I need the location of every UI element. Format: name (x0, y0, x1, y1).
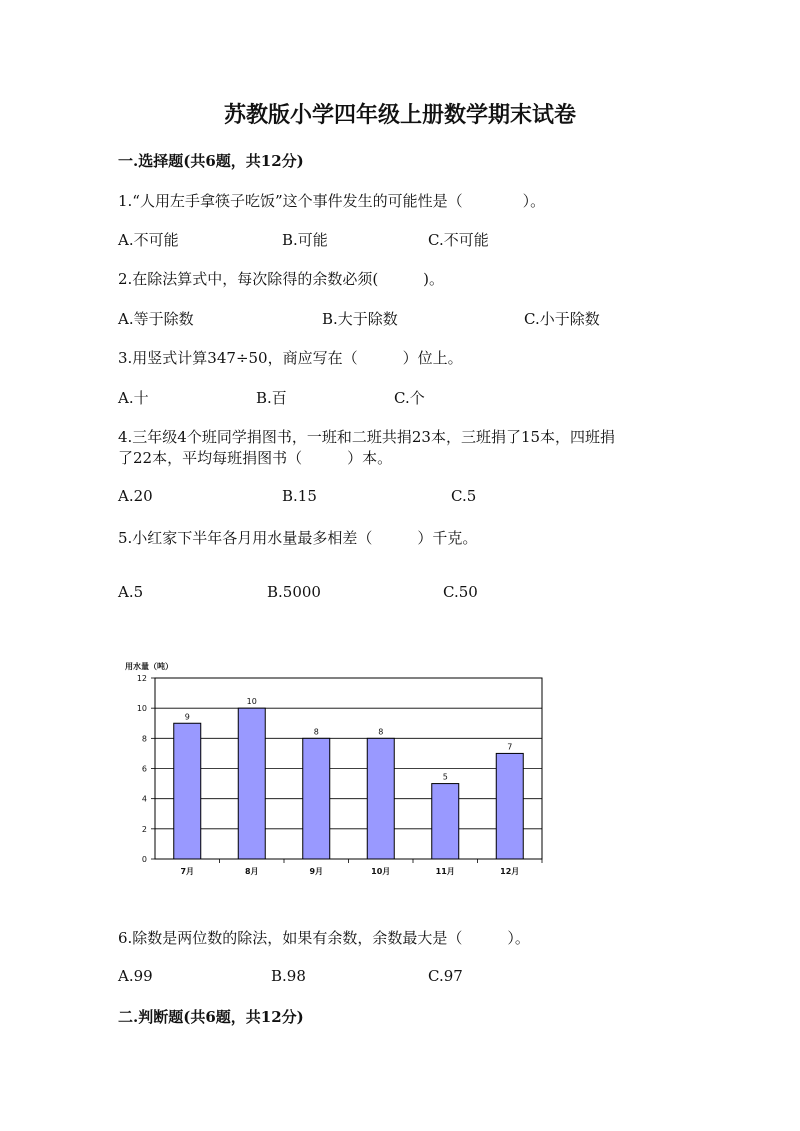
question-5-text: 5.小红家下半年各月用水量最多相差（ ）千克。 (118, 529, 478, 547)
question-4-option-c: C.5 (451, 487, 477, 505)
question-2-option-a: A.等于除数 (118, 310, 194, 328)
question-4-option-a: A.20 (118, 487, 153, 505)
x-axis-tick-label: 12月 (500, 867, 520, 876)
question-2-option-c: C.小于除数 (524, 310, 600, 328)
section-heading-judgement: 二.判断题(共6题，共12分) (118, 1008, 304, 1026)
question-6-text: 6.除数是两位数的除法，如果有余数，余数最大是（ ）。 (118, 929, 530, 947)
question-4-text-line-1: 4.三年级4个班同学捐图书，一班和二班共捐23本，三班捐了15本，四班捐 (118, 428, 616, 446)
x-axis-tick-label: 10月 (371, 867, 391, 876)
x-axis-tick-label: 7月 (180, 867, 195, 876)
question-4-text-line-2: 了22本，平均每班捐图书（ ）本。 (118, 449, 393, 467)
chart-bar (367, 738, 394, 859)
y-axis-tick-label: 12 (136, 674, 147, 683)
question-5-option-a: A.5 (118, 583, 144, 601)
y-axis-tick-label: 4 (141, 794, 147, 804)
chart-bar-value-label: 9 (184, 712, 190, 722)
chart-bar-value-label: 8 (313, 727, 319, 737)
x-axis-tick-label: 8月 (244, 867, 259, 876)
question-6-option-a: A.99 (118, 967, 153, 985)
y-axis-tick-label: 6 (141, 764, 147, 774)
question-3-option-c: C.个 (394, 389, 425, 407)
chart-bar (303, 738, 330, 859)
x-axis-tick-label: 11月 (435, 867, 455, 876)
question-6-option-b: B.98 (271, 967, 306, 985)
chart-bar (174, 723, 201, 859)
chart-bar-value-label: 10 (246, 697, 257, 707)
chart-bar-value-label: 7 (507, 742, 513, 752)
section-heading-choice: 一.选择题(共6题，共12分) (118, 152, 304, 170)
page-title: 苏教版小学四年级上册数学期末试卷 (223, 102, 576, 128)
y-axis-tick-label: 2 (141, 824, 147, 834)
question-1-option-a: A.不可能 (118, 231, 179, 249)
question-1-text: 1.“人用左手拿筷子吃饭”这个事件发生的可能性是（ ）。 (118, 192, 546, 210)
question-5-option-b: B.5000 (267, 583, 321, 601)
question-6-option-c: C.97 (428, 967, 463, 985)
chart-bar-value-label: 5 (442, 772, 448, 782)
chart-bar (432, 784, 459, 859)
question-3-text: 3.用竖式计算347÷50，商应写在（ ）位上。 (118, 349, 463, 367)
question-2-option-b: B.大于除数 (322, 310, 398, 328)
y-axis-tick-label: 8 (141, 734, 147, 744)
y-axis-tick-label: 10 (136, 704, 147, 714)
chart-y-axis-label: 用水量（吨） (125, 662, 173, 671)
y-axis-tick-label: 0 (141, 855, 147, 864)
question-3-option-b: B.百 (256, 389, 287, 407)
chart-bar-value-label: 8 (378, 727, 384, 737)
water-usage-bar-chart (110, 655, 560, 887)
question-1-option-c: C.不可能 (428, 231, 489, 249)
x-axis-tick-label: 9月 (309, 867, 324, 876)
chart-bar (238, 708, 265, 859)
question-5-option-c: C.50 (443, 583, 478, 601)
chart-bar (496, 753, 523, 859)
question-4-option-b: B.15 (282, 487, 317, 505)
question-1-option-b: B.可能 (282, 231, 328, 249)
question-2-text: 2.在除法算式中，每次除得的余数必须( )。 (118, 270, 445, 288)
question-3-option-a: A.十 (118, 389, 149, 407)
